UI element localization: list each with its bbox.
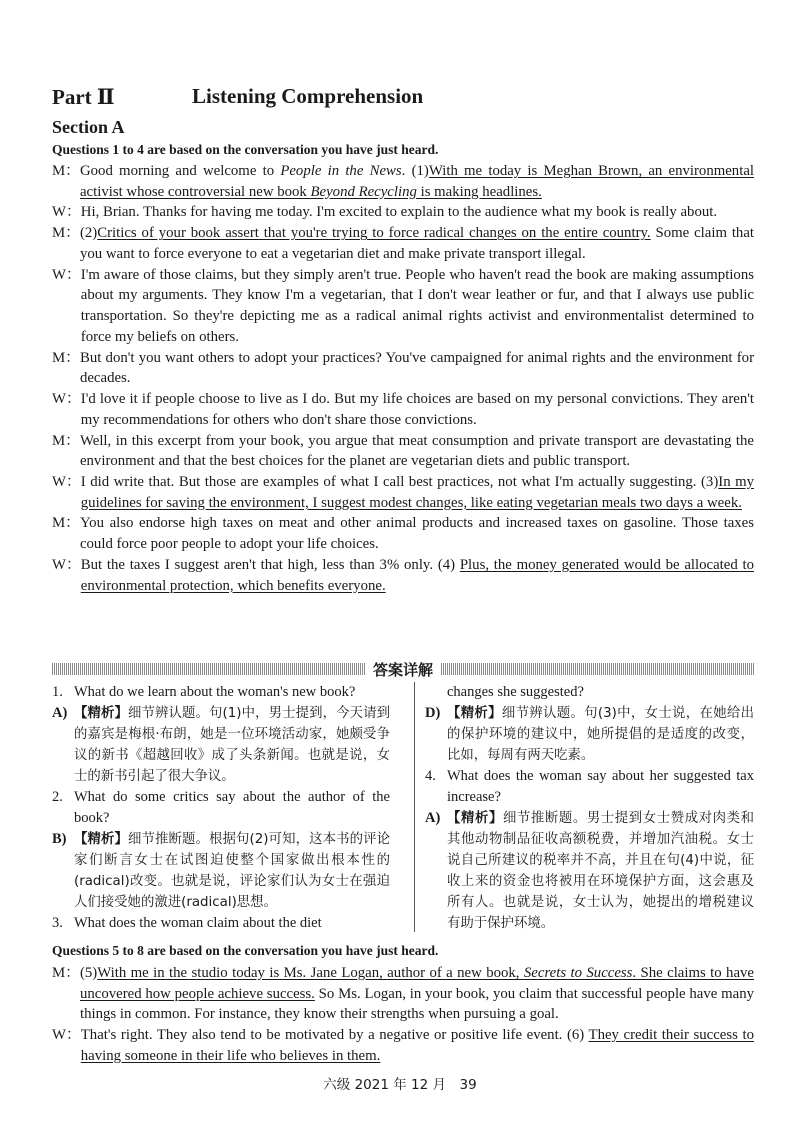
dialogue-text: People in the News bbox=[280, 163, 402, 179]
underlined-key-sentence: Critics of your book assert that you're trying to force radical changes on the entire country. bbox=[97, 225, 651, 242]
explanation-text: 细节推断题。男士提到女士赞成对肉类和其他动物制品征收高额税费，并增加汽油税。女士说自己所建议的税率并不高，并且在句(4)中说，征收上来的资金也将被用在环境保护方面，这会惠及所有人。也就是说，女士认为，她提出的增税建议有助于保护环境。 bbox=[447, 811, 755, 931]
turn-text bbox=[81, 472, 754, 513]
questions-5-8-heading: Questions 5 to 8 are based on the conversation you have just heard. bbox=[52, 943, 439, 958]
turn-text bbox=[80, 963, 754, 1025]
answer-explanation bbox=[52, 703, 390, 787]
explanation-body bbox=[447, 703, 754, 766]
answer-explanation bbox=[425, 808, 754, 934]
speaker-label: W： bbox=[52, 1027, 81, 1044]
speaker-label: W： bbox=[52, 391, 81, 408]
underlined-key-sentence: Plus, the money generated would be allocated to environmental protection, which benefits everyone. bbox=[80, 556, 754, 594]
section-heading: Section A bbox=[52, 117, 125, 137]
speaker-label: M： bbox=[52, 349, 80, 366]
underlined-key-sentence: . She claims to have uncovered how people achieve success. bbox=[79, 965, 754, 1002]
question-number: 3. bbox=[52, 915, 63, 931]
dialogue-text: Good morning and welcome to bbox=[79, 163, 281, 179]
underlined-key-sentence: In my guidelines for saving the environment, I suggest modest changes, like eating vegetarian meals two days a week. bbox=[80, 473, 754, 511]
explanation-body bbox=[447, 808, 754, 934]
question-item bbox=[52, 787, 390, 829]
answer-letter: A) bbox=[52, 705, 68, 721]
dialogue-text: But the taxes I suggest aren't that high, less than 3% only. (4) bbox=[80, 556, 460, 573]
speaker-label: W： bbox=[52, 266, 81, 283]
turn-text bbox=[80, 513, 754, 554]
part-heading bbox=[52, 84, 424, 110]
explanation-text: 细节推断题。根据句(2)可知，这本书的评论家们断言女士在试图迫使整个国家做出根本性的(radical)改变。也就是说，评论家们认为女士在强迫人们接受她的激进(radical)思想。 bbox=[74, 832, 391, 910]
dialogue-turn bbox=[52, 513, 754, 554]
question-item bbox=[425, 766, 754, 808]
dialogue-text: That's right. They also tend to be motivated by a negative or positive life event. (6) bbox=[80, 1027, 589, 1044]
page-footer: 六级 2021 年 12 月 39 bbox=[323, 1077, 477, 1093]
part-title: Listening Comprehension bbox=[192, 84, 424, 108]
dialogue-text: You also endorse high taxes on meat and other animal products and increased taxes on gasoline. Those taxes could force poor people to adopt your life choices. bbox=[79, 515, 754, 553]
dialogue-text: Well, in this excerpt from your book, you argue that meat consumption and private transport are devastating the environment and that the best choices for the planet are vegetarian diets and public transport. bbox=[79, 432, 754, 470]
dialogue-turn bbox=[52, 963, 754, 1025]
answer-letter: D) bbox=[425, 705, 441, 721]
explanation-text: 细节辨认题。句(3)中，女士说，在她给出的保护环境的建议中，她所提倡的是适度的改变，比如，每周有两天吃素。 bbox=[447, 706, 755, 763]
turn-text bbox=[80, 161, 754, 202]
turn-text bbox=[81, 1025, 754, 1066]
question-number: 2. bbox=[52, 789, 63, 805]
speaker-label: M： bbox=[52, 432, 80, 449]
dialogue-turn bbox=[52, 389, 754, 430]
banner-stripe-left bbox=[52, 663, 365, 675]
underlined-key-sentence: With me in the studio today is Ms. Jane Logan, author of a new book, bbox=[97, 965, 524, 981]
dialogue-text: I did write that. But those are examples of what I call best practices, not what I'm actually suggesting. (3) bbox=[80, 473, 719, 490]
underlined-key-sentence: is making headlines. bbox=[416, 183, 542, 200]
question-text: What does the woman say about her suggested tax increase? bbox=[447, 768, 754, 805]
dialogue-turn bbox=[52, 1025, 754, 1066]
question-text: What do we learn about the woman's new book? bbox=[74, 684, 356, 700]
analysis-tag: 【精析】 bbox=[447, 811, 503, 826]
speaker-label: W： bbox=[52, 473, 81, 490]
speaker-label: M： bbox=[52, 225, 80, 242]
answer-explanation bbox=[425, 703, 754, 766]
speaker-label: W： bbox=[52, 556, 81, 573]
answer-explanations bbox=[52, 682, 754, 932]
turn-text bbox=[81, 389, 754, 430]
question-item bbox=[52, 682, 390, 703]
dialogue-text: But don't you want others to adopt your practices? You've campaigned for animal rights and the environment for decades. bbox=[79, 349, 754, 387]
question-text: What do some critics say about the author of the book? bbox=[74, 789, 390, 826]
analysis-tag: 【精析】 bbox=[74, 706, 129, 721]
analysis-tag: 【精析】 bbox=[447, 706, 502, 721]
dialogue-text: So Ms. Logan, in your book, you claim that successful people have many things in common. For instance, they know their strengths when pursuing a goal. bbox=[79, 985, 754, 1023]
turn-text bbox=[81, 202, 754, 223]
speaker-label: M： bbox=[52, 965, 80, 981]
underlined-key-sentence: Beyond Recycling bbox=[310, 183, 417, 200]
answer-letter: A) bbox=[425, 810, 441, 826]
underlined-key-sentence: Secrets to Success bbox=[523, 965, 633, 981]
dialogue-text: (2) bbox=[79, 225, 98, 242]
answers-right-column bbox=[414, 682, 754, 932]
answer-letter: B) bbox=[52, 831, 67, 847]
turn-text bbox=[81, 555, 754, 596]
turn-text bbox=[80, 431, 754, 472]
dialogue-text: I'd love it if people choose to live as I do. But my life choices are based on my personal convictions. They aren't my recommendations for others who don't share those convictions. bbox=[80, 391, 754, 428]
speaker-label: W： bbox=[52, 204, 81, 221]
dialogue-text: I'm aware of those claims, but they simply aren't true. People who haven't read the book are making assumptions about my arguments. They know I'm a vegetarian, that I don't wear leather or fur, and that I always use public transportation. So they're depicting me as a radical animal rights activist and environmentalist determined to force my beliefs on others. bbox=[80, 266, 754, 345]
dialogue-text: . (1) bbox=[401, 163, 429, 179]
dialogue-turn bbox=[52, 555, 754, 596]
part-label: Part Ⅱ bbox=[52, 85, 115, 109]
dialogue-text: Some claim that you want to force everyone to eat a vegetarian diet and make private transport illegal. bbox=[79, 225, 755, 262]
underlined-key-sentence: With me today is Meghan Brown, an environmental activist whose controversial new book bbox=[79, 163, 754, 200]
underlined-key-sentence: They credit their success to having someone in their life who believes in them. bbox=[80, 1027, 754, 1064]
answer-banner bbox=[52, 660, 754, 678]
turn-text bbox=[80, 348, 754, 389]
turn-text bbox=[80, 223, 754, 264]
questions-1-4-heading: Questions 1 to 4 are based on the conversation you have just heard. bbox=[52, 142, 439, 157]
question-number: 4. bbox=[425, 768, 436, 784]
dialogue-turn bbox=[52, 472, 754, 513]
explanation-text: 细节辨认题。句(1)中，男士提到，今天请到的嘉宾是梅根·布朗，她是一位环境活动家，她颇受争议的新书《超越回收》成了头条新闻。也就是说，女士的新书引起了很大争议。 bbox=[74, 706, 391, 784]
dialogue-text: Hi, Brian. Thanks for having me today. I'm excited to explain to the audience what my book is really about. bbox=[80, 204, 718, 221]
speaker-label: M： bbox=[52, 515, 80, 532]
explanation-body bbox=[74, 829, 390, 913]
turn-text bbox=[81, 265, 754, 347]
answer-banner-title: 答案详解 bbox=[373, 660, 434, 679]
question-number: 1. bbox=[52, 684, 63, 700]
speaker-label: M： bbox=[52, 163, 80, 179]
question-text-continued: changes she suggested? bbox=[447, 684, 584, 700]
answer-explanation bbox=[52, 829, 390, 913]
question-text: What does the woman claim about the diet bbox=[74, 915, 322, 931]
explanation-body bbox=[74, 703, 390, 787]
conversation-1 bbox=[52, 161, 754, 596]
dialogue-turn bbox=[52, 202, 754, 223]
answers-left-column bbox=[52, 682, 390, 932]
dialogue-turn bbox=[52, 161, 754, 202]
dialogue-turn bbox=[52, 265, 754, 347]
conversation-2 bbox=[52, 963, 754, 1067]
dialogue-turn bbox=[52, 348, 754, 389]
question-item bbox=[52, 913, 390, 934]
dialogue-turn bbox=[52, 431, 754, 472]
analysis-tag: 【精析】 bbox=[74, 832, 129, 847]
banner-stripe-right bbox=[441, 663, 754, 675]
dialogue-turn bbox=[52, 223, 754, 264]
dialogue-text: (5) bbox=[79, 965, 98, 981]
